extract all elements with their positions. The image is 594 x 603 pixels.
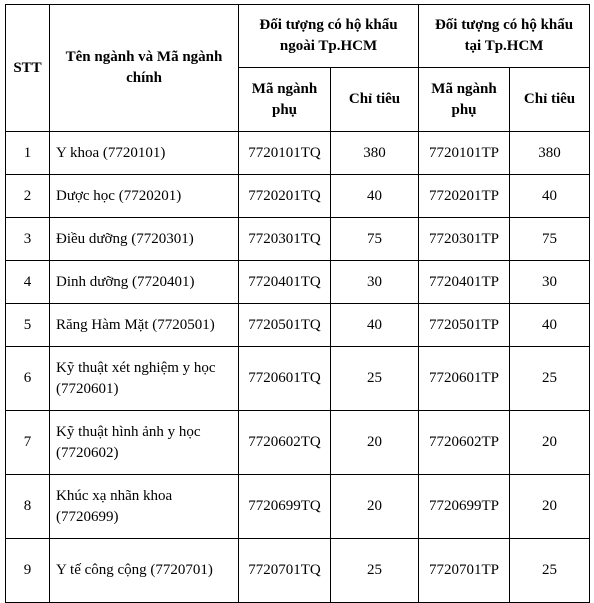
cell-quota-outside: 30 <box>331 261 419 304</box>
table-row <box>6 132 590 175</box>
cell-code-inside: 7720401TP <box>419 261 510 304</box>
header-sub-code-inside: Mã ngành phụ <box>419 68 510 132</box>
table-row <box>6 261 590 304</box>
cell-code-outside: 7720699TQ <box>239 475 331 539</box>
header-quota-inside: Chỉ tiêu <box>510 68 590 132</box>
cell-quota-inside: 75 <box>510 218 590 261</box>
cell-code-outside: 7720602TQ <box>239 411 331 475</box>
cell-quota-outside: 380 <box>331 132 419 175</box>
cell-program: Dinh dưỡng (7720401) <box>50 261 239 304</box>
cell-program: Điều dưỡng (7720301) <box>50 218 239 261</box>
table-row <box>6 304 590 347</box>
cell-quota-outside: 20 <box>331 475 419 539</box>
cell-code-inside: 7720501TP <box>419 304 510 347</box>
cell-quota-inside: 40 <box>510 304 590 347</box>
cell-program: Khúc xạ nhãn khoa (7720699) <box>50 475 239 539</box>
cell-stt: 8 <box>6 475 50 539</box>
cell-quota-outside: 40 <box>331 304 419 347</box>
cell-quota-inside: 380 <box>510 132 590 175</box>
admissions-quota-table <box>5 4 590 603</box>
cell-quota-outside: 40 <box>331 175 419 218</box>
cell-program: Y khoa (7720101) <box>50 132 239 175</box>
header-program: Tên ngành và Mã ngành chính <box>50 5 239 132</box>
cell-program: Y tế công cộng (7720701) <box>50 539 239 603</box>
header-stt: STT <box>6 5 50 132</box>
header-sub-code-outside: Mã ngành phụ <box>239 68 331 132</box>
cell-code-inside: 7720701TP <box>419 539 510 603</box>
cell-code-outside: 7720201TQ <box>239 175 331 218</box>
header-row-top <box>6 5 590 68</box>
cell-code-outside: 7720501TQ <box>239 304 331 347</box>
cell-code-outside: 7720701TQ <box>239 539 331 603</box>
header-group-inside: Đối tượng có hộ khẩu tại Tp.HCM <box>419 5 590 68</box>
cell-code-inside: 7720601TP <box>419 347 510 411</box>
cell-program: Dược học (7720201) <box>50 175 239 218</box>
cell-quota-outside: 20 <box>331 411 419 475</box>
cell-quota-inside: 25 <box>510 347 590 411</box>
table-row <box>6 411 590 475</box>
cell-code-inside: 7720101TP <box>419 132 510 175</box>
cell-stt: 3 <box>6 218 50 261</box>
cell-stt: 6 <box>6 347 50 411</box>
cell-quota-outside: 25 <box>331 347 419 411</box>
cell-stt: 1 <box>6 132 50 175</box>
cell-quota-inside: 25 <box>510 539 590 603</box>
cell-stt: 7 <box>6 411 50 475</box>
cell-code-inside: 7720602TP <box>419 411 510 475</box>
table-row <box>6 475 590 539</box>
cell-quota-outside: 25 <box>331 539 419 603</box>
cell-stt: 9 <box>6 539 50 603</box>
cell-quota-inside: 30 <box>510 261 590 304</box>
table-row <box>6 218 590 261</box>
cell-code-outside: 7720301TQ <box>239 218 331 261</box>
table-row <box>6 347 590 411</box>
table-row <box>6 175 590 218</box>
cell-program: Răng Hàm Mặt (7720501) <box>50 304 239 347</box>
cell-program: Kỹ thuật hình ảnh y học (7720602) <box>50 411 239 475</box>
cell-code-inside: 7720301TP <box>419 218 510 261</box>
cell-quota-inside: 20 <box>510 411 590 475</box>
cell-stt: 2 <box>6 175 50 218</box>
cell-quota-inside: 20 <box>510 475 590 539</box>
cell-code-outside: 7720401TQ <box>239 261 331 304</box>
cell-code-inside: 7720201TP <box>419 175 510 218</box>
cell-code-inside: 7720699TP <box>419 475 510 539</box>
cell-quota-outside: 75 <box>331 218 419 261</box>
cell-code-outside: 7720101TQ <box>239 132 331 175</box>
cell-stt: 4 <box>6 261 50 304</box>
header-group-outside: Đối tượng có hộ khẩu ngoài Tp.HCM <box>239 5 419 68</box>
table-row <box>6 539 590 603</box>
cell-program: Kỹ thuật xét nghiệm y học (7720601) <box>50 347 239 411</box>
header-quota-outside: Chỉ tiêu <box>331 68 419 132</box>
cell-stt: 5 <box>6 304 50 347</box>
cell-code-outside: 7720601TQ <box>239 347 331 411</box>
cell-quota-inside: 40 <box>510 175 590 218</box>
